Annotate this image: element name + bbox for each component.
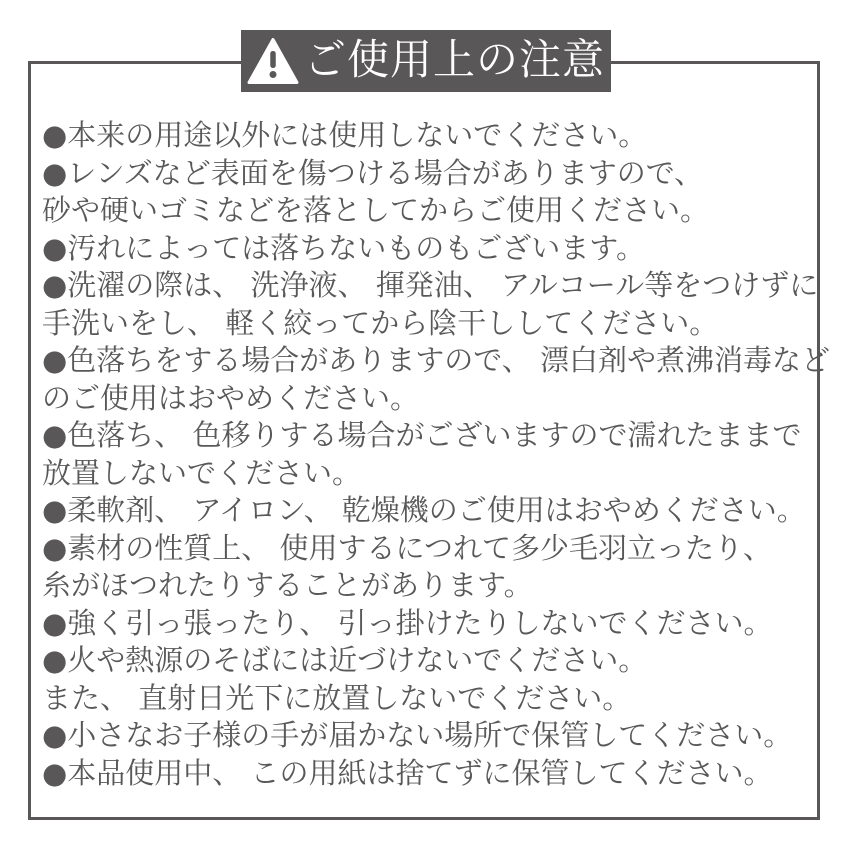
warning-triangle-icon	[247, 38, 299, 85]
notice-line: 手洗いをし、 軽く絞ってから陰干ししてください。	[42, 305, 719, 340]
notice-line: ●レンズなど表面を傷つける場合がありますので、	[42, 155, 704, 190]
notice-line: ●柔軟剤、 アイロン、 乾燥機のご使用はおやめください。	[42, 493, 806, 527]
notice-header	[241, 30, 611, 92]
notice-line: のご使用はおやめください。	[42, 380, 420, 415]
page-title: ご使用上の注意	[303, 34, 605, 84]
notice-line: ●小さなお子様の手が届かない場所で保管してください。	[42, 718, 793, 752]
notice-line: ●色落ち、 色移りする場合がございますので濡れたままで	[42, 418, 802, 452]
notice-line: ●素材の性質上、 使用するにつれて多少毛羽立ったり、	[42, 530, 772, 565]
notice-line: 糸がほつれたりすることがあります。	[42, 568, 533, 602]
notice-line: 放置しないでください。	[42, 455, 362, 490]
notice-line: ●火や熱源のそばには近づけないでください。	[42, 643, 648, 677]
notice-line: ●色落ちをする場合がありますので、 漂白剤や煮沸消毒など	[42, 343, 830, 377]
notice-line: ●本品使用中、 この用紙は捨てずに保管してください。	[42, 755, 773, 790]
notice-panel	[28, 61, 830, 820]
notice-line: また、 直射日光下に放置しないでください。	[42, 680, 632, 715]
notice-line: ●汚れによっては落ちないものもございます。	[42, 230, 645, 265]
notice-line: 砂や硬いゴミなどを落としてからご使用ください。	[42, 193, 710, 227]
notice-line: ●強く引っ張ったり、 引っ掛けたりしないでください。	[42, 605, 773, 640]
notice-line: ●洗濯の際は、 洗浄液、 揮発油、 アルコール等をつけずに	[42, 268, 819, 302]
notice-line: ●本来の用途以外には使用しないでください。	[42, 118, 648, 152]
